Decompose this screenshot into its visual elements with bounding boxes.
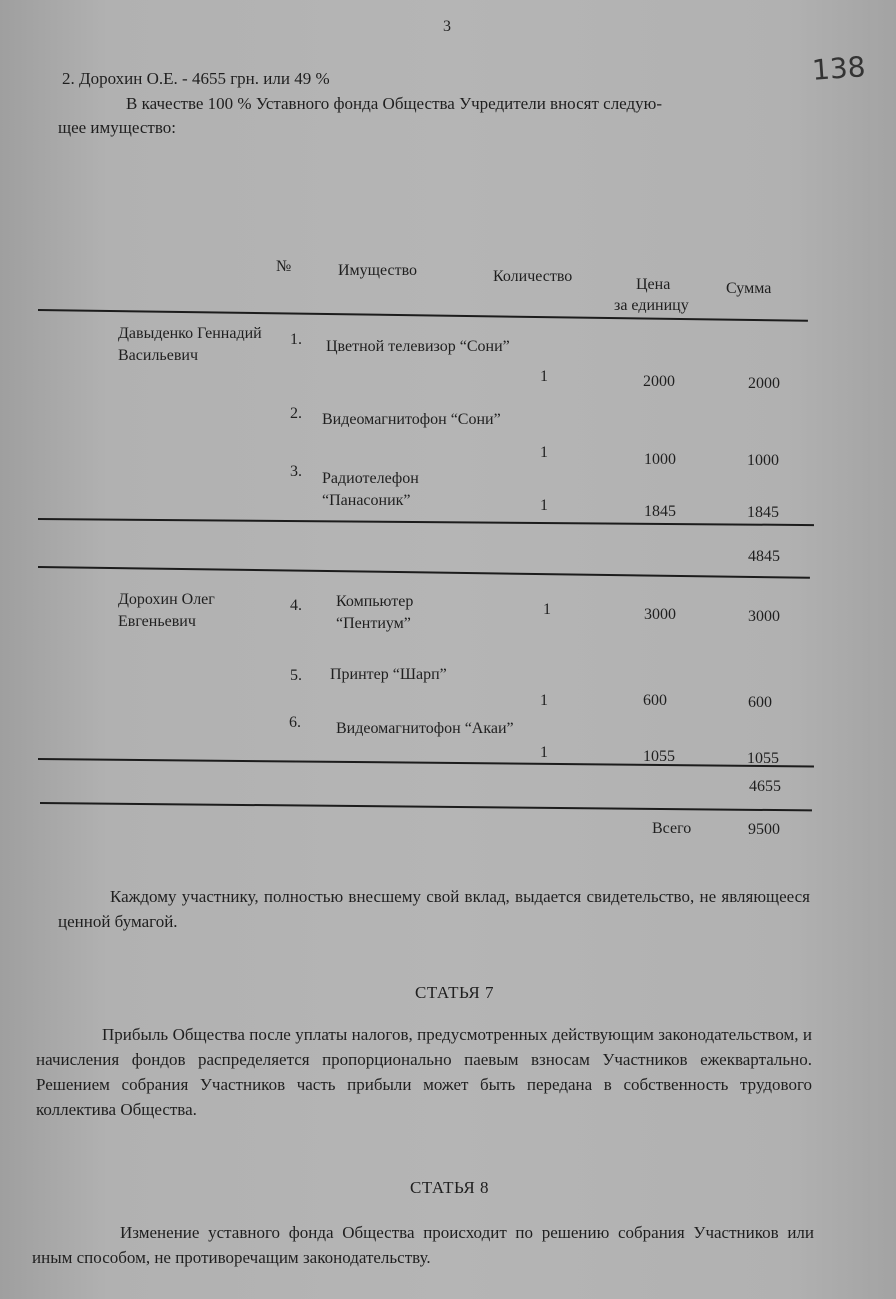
founder-1-subtotal: 4845 [748,548,780,565]
item-4-num: 4. [290,597,302,614]
item-6-sum: 1055 [747,750,779,767]
founder-2-subtotal: 4655 [749,778,781,795]
item-3-name: Радиотелефон “Панасоник” [322,470,419,509]
article-7-heading: СТАТЬЯ 7 [415,983,494,1002]
item-6-name: Видеомагнитофон “Акаи” [336,720,514,737]
item-5-price: 600 [643,692,667,709]
item-4-sum: 3000 [748,608,780,625]
founder-1-subtotal-rule [38,566,810,579]
item-2-sum: 1000 [747,452,779,469]
item-4-qty: 1 [543,601,551,618]
total-value: 9500 [748,821,780,838]
item-1-num: 1. [290,331,302,348]
item-2-price: 1000 [644,451,676,468]
certificate-paragraph: Каждому участнику, полностью внесшему свой вклад, выдается свидетельство, не являющееся ценной бумагой. [58,887,810,931]
intro-line-1: 2. Дорохин О.Е. - 4655 грн. или 49 % [62,69,330,88]
founder-1-name: Давыденко Геннадий Васильевич [118,325,262,364]
item-6-price: 1055 [643,748,675,765]
article-8-heading: СТАТЬЯ 8 [410,1178,489,1197]
founder-2-name: Дорохин Олег Евгеньевич [118,591,215,630]
header-quantity: Количество [493,268,573,285]
page-number: 3 [443,18,451,35]
founder-2-rule [38,758,814,767]
item-3-price: 1845 [644,503,676,520]
item-4-price: 3000 [644,606,676,623]
article-8-text: Изменение уставного фонда Общества происходит по решению собрания Участников или иным способом, не противоречащим законодательству. [32,1223,814,1267]
total-label: Всего [652,820,692,837]
item-4-name: Компьютер “Пентиум” [336,593,414,632]
item-1-qty: 1 [540,368,548,385]
item-5-num: 5. [290,667,302,684]
article-7-text: Прибыль Общества после уплаты налогов, предусмотренных действующим законодательством, и начисления фондов распределяется пропорционально паевым взносам Участников ежеквартально. Решением собрания Участников часть прибыли может быть передана в собственность трудового коллектива Общества. [36,1025,812,1119]
header-num: № [276,258,292,275]
item-2-num: 2. [290,405,302,422]
header-price-line1: Цена [636,276,671,293]
handwritten-page-note: 138 [810,50,867,87]
item-5-sum: 600 [748,694,772,711]
item-6-num: 6. [289,714,301,731]
item-3-qty: 1 [540,497,548,514]
item-5-qty: 1 [540,692,548,709]
header-sum: Сумма [726,280,772,297]
header-rule [38,309,808,322]
item-2-qty: 1 [540,444,548,461]
item-2-name: Видеомагнитофон “Сони” [322,411,501,428]
header-property: Имущество [338,262,418,279]
item-3-sum: 1845 [747,504,779,521]
item-6-qty: 1 [540,744,548,761]
item-1-price: 2000 [643,373,675,390]
intro-line-3: щее имущество: [58,118,176,137]
founder-1-rule [38,518,814,526]
item-1-sum: 2000 [748,375,780,392]
item-5-name: Принтер “Шарп” [330,666,447,683]
item-3-num: 3. [290,463,302,480]
header-price-line2: за единицу [614,297,689,314]
founder-2-subtotal-rule [40,802,812,811]
item-1-name: Цветной телевизор “Сони” [326,338,510,355]
intro-line-2: В качестве 100 % Уставного фонда Общества Учредители вносят следую- [126,94,663,113]
